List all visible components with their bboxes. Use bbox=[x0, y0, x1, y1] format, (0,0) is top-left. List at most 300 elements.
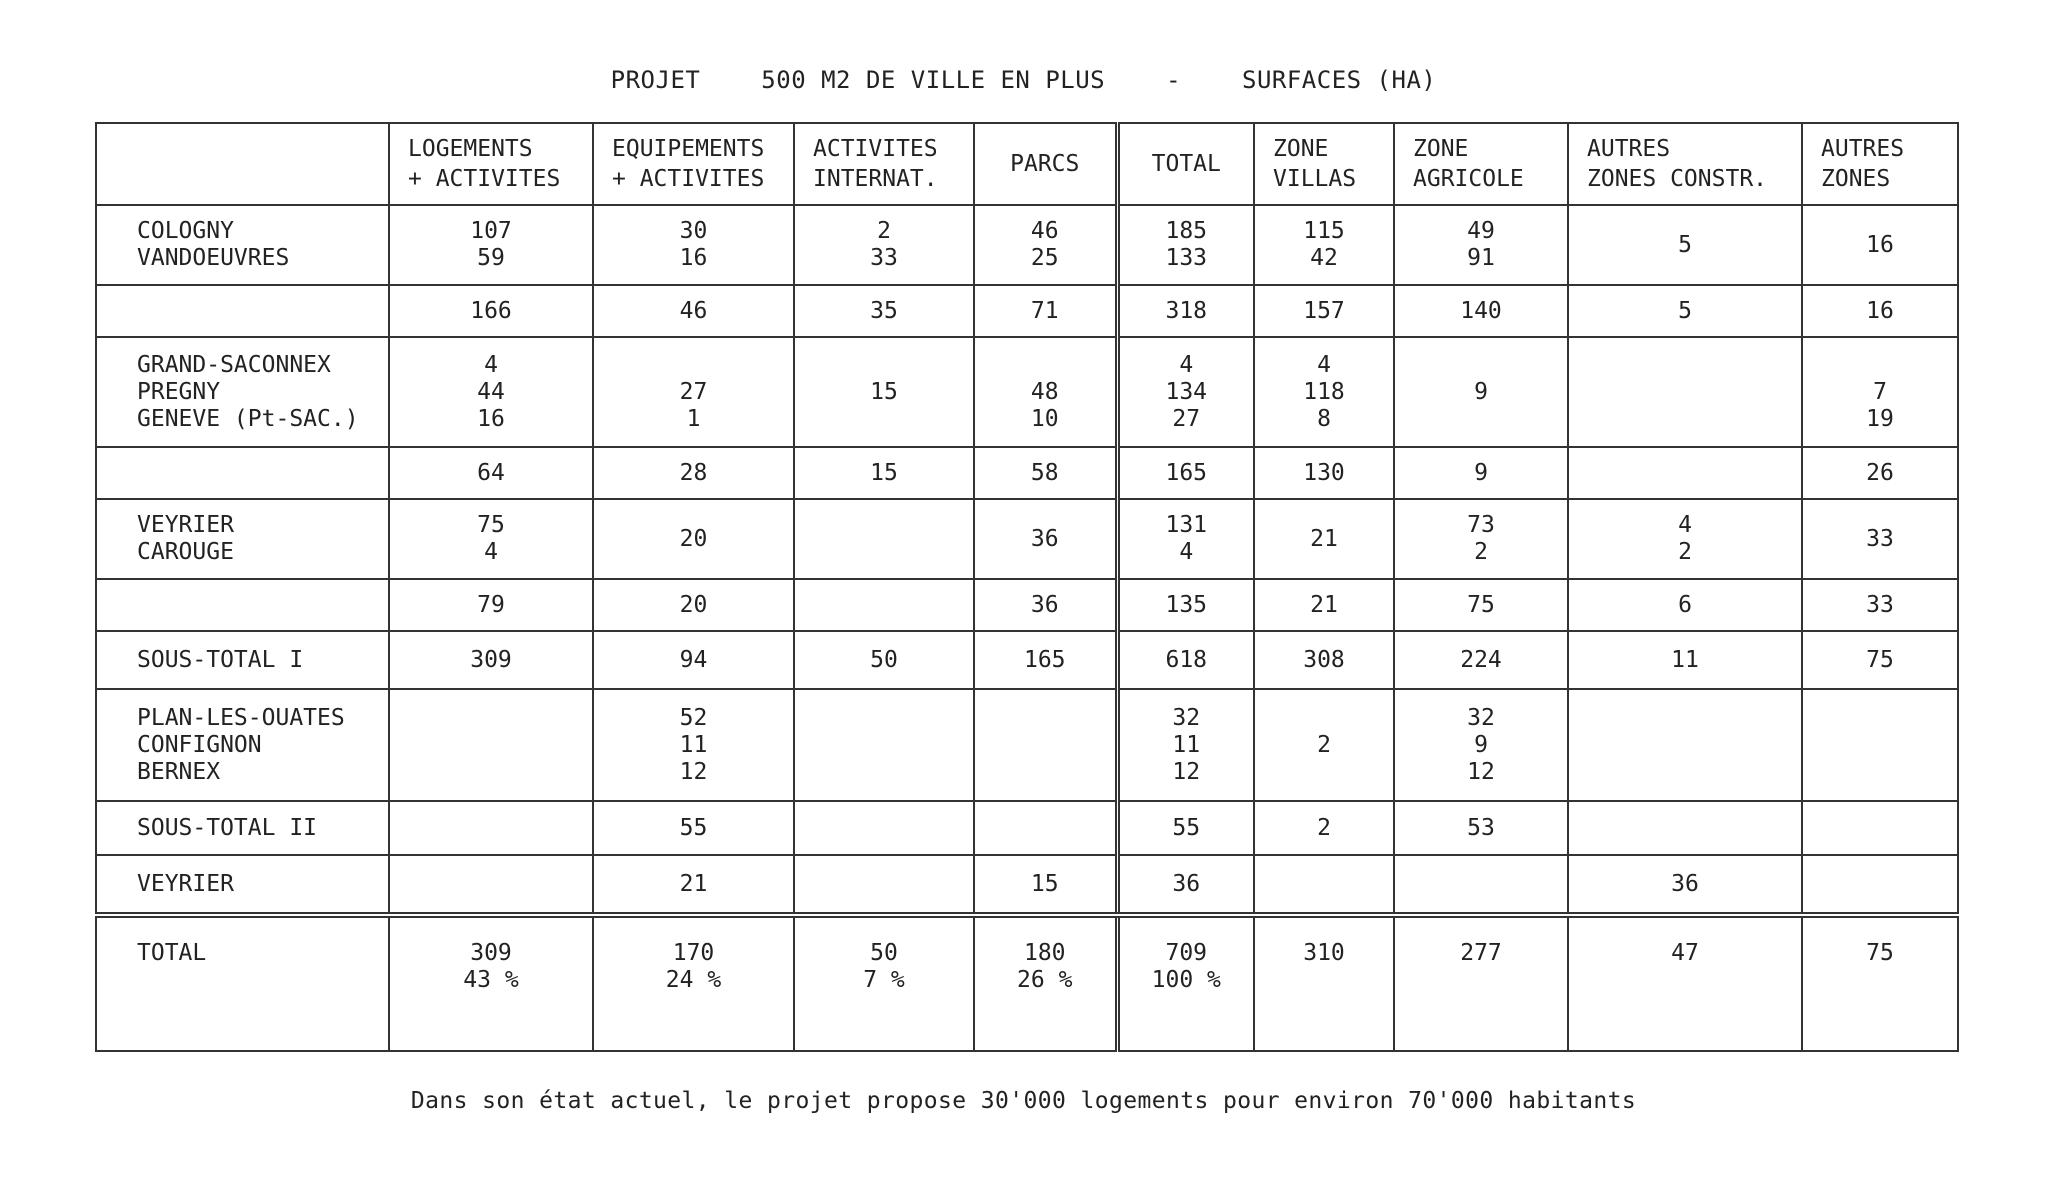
cell-line: 15 bbox=[1030, 870, 1059, 897]
cell-line bbox=[1813, 732, 1947, 759]
cell-line: 71 bbox=[1030, 297, 1059, 324]
row-label bbox=[96, 579, 389, 631]
table-cell bbox=[389, 689, 593, 801]
cell-line: 27 bbox=[679, 378, 708, 405]
row-label bbox=[96, 285, 389, 337]
header-label: + ACTIVITES bbox=[612, 166, 765, 192]
table-cell bbox=[1117, 801, 1254, 855]
table-cell bbox=[1802, 915, 1958, 1051]
table-cell bbox=[1254, 447, 1394, 499]
cell-line bbox=[137, 592, 378, 619]
cell-line: 310 bbox=[1303, 940, 1345, 966]
cell-line: 170 bbox=[672, 940, 715, 966]
table-row bbox=[96, 285, 1958, 337]
header-label: ZONE bbox=[1273, 136, 1329, 162]
table-cell bbox=[389, 631, 593, 689]
cell-line: 19 bbox=[1866, 405, 1894, 432]
cell-line bbox=[985, 352, 1105, 379]
cell-line bbox=[805, 592, 963, 619]
table-cell bbox=[1394, 801, 1568, 855]
cell-line: 8 bbox=[1317, 405, 1331, 432]
cell-line: 21 bbox=[679, 870, 708, 897]
cell-line: 12 bbox=[1172, 758, 1201, 785]
cell-line bbox=[1579, 460, 1791, 487]
table-cell bbox=[1254, 337, 1394, 447]
table-row bbox=[96, 205, 1958, 285]
cell-line: 4 bbox=[1317, 351, 1331, 378]
cell-line: COLOGNY bbox=[137, 218, 234, 244]
table-cell bbox=[593, 499, 794, 579]
row-label bbox=[96, 447, 389, 499]
table-cell bbox=[974, 337, 1117, 447]
cell-line bbox=[1813, 871, 1947, 898]
cell-line: 15 bbox=[870, 378, 898, 405]
table-cell bbox=[974, 285, 1117, 337]
table-cell bbox=[974, 447, 1117, 499]
cell-line: 309 bbox=[470, 646, 512, 673]
cell-line: 25 bbox=[1030, 245, 1059, 271]
header-label: ZONE bbox=[1413, 136, 1469, 162]
table-cell bbox=[1568, 337, 1802, 447]
table-cell bbox=[1254, 855, 1394, 915]
table-cell bbox=[1254, 285, 1394, 337]
header-label: TOTAL bbox=[1151, 151, 1221, 177]
table-cell bbox=[1802, 579, 1958, 631]
table-row bbox=[96, 801, 1958, 855]
cell-line bbox=[805, 815, 963, 842]
table-row bbox=[96, 447, 1958, 499]
table-row bbox=[96, 337, 1958, 447]
table-cell bbox=[593, 337, 794, 447]
cell-line: 64 bbox=[477, 459, 505, 486]
cell-line bbox=[1579, 815, 1791, 842]
table-cell bbox=[974, 689, 1117, 801]
table-cell bbox=[794, 579, 974, 631]
table-cell bbox=[974, 855, 1117, 915]
header-label: AGRICOLE bbox=[1413, 166, 1524, 192]
table-cell bbox=[794, 447, 974, 499]
table-cell bbox=[974, 801, 1117, 855]
table-cell bbox=[974, 579, 1117, 631]
cell-line: 5 bbox=[1678, 231, 1692, 258]
table-cell bbox=[593, 631, 794, 689]
cell-line: 20 bbox=[679, 525, 708, 552]
row-label bbox=[96, 337, 389, 447]
cell-line: 44 bbox=[477, 378, 505, 405]
cell-line: 46 bbox=[679, 297, 708, 324]
header-row bbox=[96, 123, 1958, 205]
cell-line: 55 bbox=[1172, 814, 1201, 841]
table-cell bbox=[593, 689, 794, 801]
cell-line: 4 bbox=[1179, 351, 1194, 378]
cell-line: 15 bbox=[870, 459, 898, 486]
table-cell bbox=[389, 285, 593, 337]
cell-line: 318 bbox=[1165, 297, 1208, 324]
table-cell bbox=[593, 915, 794, 1051]
header-label: INTERNAT. bbox=[813, 166, 938, 192]
cell-line bbox=[1405, 871, 1557, 898]
cell-line: 140 bbox=[1460, 297, 1502, 324]
cell-line: SOUS-TOTAL II bbox=[137, 814, 318, 841]
table-cell bbox=[389, 855, 593, 915]
cell-line: 91 bbox=[1467, 245, 1495, 271]
cell-line: 4 bbox=[484, 351, 498, 378]
table-cell bbox=[1394, 447, 1568, 499]
cell-line: 5 bbox=[1678, 297, 1692, 324]
cell-line: 46 bbox=[1030, 218, 1059, 244]
cell-line bbox=[400, 732, 582, 759]
table-cell bbox=[794, 801, 974, 855]
cell-line: 4 bbox=[1179, 539, 1194, 565]
header-cell bbox=[1802, 123, 1958, 205]
cell-line: 618 bbox=[1165, 646, 1208, 673]
cell-line: 20 bbox=[679, 591, 708, 618]
title-dash: - bbox=[1166, 66, 1182, 94]
cell-line bbox=[400, 815, 582, 842]
table-cell bbox=[974, 205, 1117, 285]
cell-line: 28 bbox=[679, 459, 708, 486]
table-cell bbox=[794, 285, 974, 337]
table-cell bbox=[1802, 855, 1958, 915]
table-cell bbox=[1568, 285, 1802, 337]
table-cell bbox=[1802, 337, 1958, 447]
table-cell bbox=[974, 631, 1117, 689]
table-row bbox=[96, 499, 1958, 579]
table-cell bbox=[1568, 447, 1802, 499]
cell-line: 59 bbox=[477, 245, 505, 271]
cell-line: 94 bbox=[679, 646, 708, 673]
cell-line: 50 bbox=[870, 646, 898, 673]
row-label bbox=[96, 631, 389, 689]
cell-line: 107 bbox=[470, 218, 512, 244]
cell-line bbox=[805, 526, 963, 553]
table-cell bbox=[1394, 285, 1568, 337]
cell-line: 55 bbox=[679, 814, 708, 841]
cell-line: SOUS-TOTAL I bbox=[137, 646, 304, 673]
header-label: VILLAS bbox=[1273, 166, 1357, 192]
table-cell bbox=[1802, 801, 1958, 855]
cell-line: 4 bbox=[484, 539, 498, 565]
table-cell bbox=[1802, 631, 1958, 689]
cell-line: 166 bbox=[470, 297, 512, 324]
cell-line: 134 bbox=[1165, 378, 1208, 405]
table-cell bbox=[593, 855, 794, 915]
header-cell bbox=[794, 123, 974, 205]
cell-line: 12 bbox=[1467, 758, 1495, 785]
table-cell bbox=[593, 447, 794, 499]
cell-line: CAROUGE bbox=[137, 539, 234, 565]
cell-line bbox=[985, 732, 1105, 759]
cell-line bbox=[1813, 815, 1947, 842]
header-label: AUTRES bbox=[1821, 136, 1905, 162]
cell-line: 10 bbox=[1030, 405, 1059, 432]
table-cell bbox=[1568, 499, 1802, 579]
cell-line: 16 bbox=[1866, 297, 1894, 324]
table-cell bbox=[1254, 579, 1394, 631]
cell-line: 16 bbox=[679, 245, 708, 271]
table-cell bbox=[389, 205, 593, 285]
cell-line: 709 bbox=[1165, 940, 1208, 966]
table-row bbox=[96, 579, 1958, 631]
cell-line bbox=[1265, 871, 1383, 898]
cell-line: 75 bbox=[1467, 591, 1495, 618]
cell-line: 36 bbox=[1671, 870, 1699, 897]
cell-line: 185 bbox=[1165, 218, 1208, 244]
cell-line bbox=[137, 460, 378, 487]
cell-line: 118 bbox=[1303, 378, 1345, 405]
cell-line: 133 bbox=[1165, 245, 1208, 271]
table-cell bbox=[1117, 855, 1254, 915]
table-cell bbox=[593, 801, 794, 855]
cell-line: 9 bbox=[1474, 378, 1488, 405]
table-cell bbox=[389, 915, 593, 1051]
table-cell bbox=[794, 855, 974, 915]
cell-line: VEYRIER bbox=[137, 870, 234, 897]
row-label bbox=[96, 689, 389, 801]
cell-line: 131 bbox=[1165, 512, 1208, 538]
cell-line: 9 bbox=[1474, 459, 1488, 486]
header-cell bbox=[1254, 123, 1394, 205]
table-cell bbox=[1394, 205, 1568, 285]
cell-line: CONFIGNON bbox=[137, 731, 262, 758]
header-label: LOGEMENTS bbox=[408, 136, 533, 162]
cell-line: 21 bbox=[1310, 591, 1338, 618]
row-label bbox=[96, 499, 389, 579]
cell-line: VEYRIER bbox=[137, 512, 234, 538]
header-cell bbox=[1394, 123, 1568, 205]
row-label bbox=[96, 205, 389, 285]
table-cell bbox=[1568, 855, 1802, 915]
table-cell bbox=[1117, 631, 1254, 689]
header-label: EQUIPEMENTS bbox=[612, 136, 765, 162]
title-unit: SURFACES (HA) bbox=[1242, 66, 1437, 94]
cell-line bbox=[805, 871, 963, 898]
cell-line: 115 bbox=[1303, 218, 1345, 244]
table-cell bbox=[1394, 579, 1568, 631]
header-label: PARCS bbox=[1010, 151, 1080, 177]
cell-line: 26 bbox=[1866, 459, 1894, 486]
table-cell bbox=[974, 499, 1117, 579]
header-label: AUTRES bbox=[1587, 136, 1671, 162]
table-cell bbox=[389, 801, 593, 855]
cell-line: 48 bbox=[1030, 378, 1059, 405]
title-projet: PROJET bbox=[610, 66, 701, 94]
table-cell bbox=[794, 689, 974, 801]
table-cell bbox=[593, 285, 794, 337]
table-cell bbox=[1394, 689, 1568, 801]
cell-line: 53 bbox=[1467, 814, 1495, 841]
header-label: ACTIVITES bbox=[813, 136, 938, 162]
cell-line: 12 bbox=[679, 758, 708, 785]
cell-line: 30 bbox=[679, 218, 708, 244]
header-cell bbox=[974, 123, 1117, 205]
cell-line: 130 bbox=[1303, 459, 1345, 486]
cell-line: 32 bbox=[1172, 704, 1201, 731]
table-cell bbox=[1117, 499, 1254, 579]
cell-line: 135 bbox=[1165, 591, 1208, 618]
header-cell bbox=[1568, 123, 1802, 205]
cell-line: 16 bbox=[1866, 231, 1894, 258]
total-row bbox=[96, 915, 1958, 1051]
table-cell bbox=[1394, 499, 1568, 579]
cell-line: 7 bbox=[1873, 378, 1887, 405]
cell-line: 49 bbox=[1467, 218, 1495, 244]
row-label bbox=[96, 801, 389, 855]
cell-line: 2 bbox=[877, 218, 891, 244]
row-label bbox=[96, 855, 389, 915]
cell-line: 42 bbox=[1310, 245, 1338, 271]
cell-line: 4 bbox=[1678, 512, 1692, 538]
cell-line: 2 bbox=[1317, 814, 1331, 841]
cell-line: 9 bbox=[1474, 731, 1488, 758]
cell-line: 157 bbox=[1303, 297, 1345, 324]
cell-line: 11 bbox=[1172, 731, 1201, 758]
cell-line: 2 bbox=[1474, 539, 1488, 565]
cell-line: 11 bbox=[1671, 646, 1699, 673]
cell-line: 309 bbox=[470, 940, 512, 966]
table-cell bbox=[794, 915, 974, 1051]
table-cell bbox=[1254, 631, 1394, 689]
cell-line: 26 % bbox=[1017, 967, 1073, 993]
table-cell bbox=[1568, 205, 1802, 285]
cell-line: BERNEX bbox=[137, 758, 221, 785]
table-cell bbox=[1254, 801, 1394, 855]
cell-line: 75 bbox=[477, 512, 505, 538]
table-cell bbox=[1568, 915, 1802, 1051]
table-cell bbox=[1117, 915, 1254, 1051]
table-cell bbox=[1117, 579, 1254, 631]
table-cell bbox=[1802, 689, 1958, 801]
cell-line: 33 bbox=[870, 245, 898, 271]
cell-line: GRAND-SACONNEX bbox=[137, 351, 331, 378]
cell-line: 1 bbox=[686, 405, 701, 432]
table-cell bbox=[794, 631, 974, 689]
cell-line: 75 bbox=[1866, 646, 1894, 673]
table-cell bbox=[1394, 855, 1568, 915]
table-cell bbox=[1117, 447, 1254, 499]
cell-line: 24 % bbox=[665, 967, 722, 993]
cell-line: 308 bbox=[1303, 646, 1345, 673]
cell-line: 16 bbox=[477, 405, 505, 432]
row-label bbox=[96, 915, 389, 1051]
table-cell bbox=[1117, 337, 1254, 447]
header-label: ZONES CONSTR. bbox=[1587, 166, 1768, 192]
table-cell bbox=[1254, 915, 1394, 1051]
cell-line bbox=[137, 298, 378, 325]
title-name: 500 M2 DE VILLE EN PLUS bbox=[761, 66, 1106, 94]
table-cell bbox=[1802, 285, 1958, 337]
cell-line: 2 bbox=[1317, 731, 1331, 758]
table-cell bbox=[1394, 631, 1568, 689]
cell-line: 43 % bbox=[463, 967, 519, 993]
header-cell bbox=[389, 123, 593, 205]
table-cell bbox=[593, 205, 794, 285]
cell-line bbox=[1579, 379, 1791, 406]
header-label: + ACTIVITES bbox=[408, 166, 561, 192]
table-cell bbox=[1254, 205, 1394, 285]
cell-line bbox=[1579, 732, 1791, 759]
table-cell bbox=[794, 205, 974, 285]
cell-line bbox=[1813, 352, 1947, 379]
cell-line: 35 bbox=[870, 297, 898, 324]
table-cell bbox=[794, 337, 974, 447]
table-cell bbox=[389, 447, 593, 499]
cell-line: 21 bbox=[1310, 525, 1338, 552]
table-cell bbox=[1394, 337, 1568, 447]
table-cell bbox=[1802, 499, 1958, 579]
table-cell bbox=[794, 499, 974, 579]
cell-line: 277 bbox=[1460, 940, 1502, 966]
cell-line: 52 bbox=[679, 704, 708, 731]
cell-line: 165 bbox=[1023, 646, 1066, 673]
cell-line: 75 bbox=[1866, 940, 1894, 966]
cell-line: 2 bbox=[1678, 539, 1692, 565]
cell-line: 32 bbox=[1467, 704, 1495, 731]
table-cell bbox=[1802, 205, 1958, 285]
cell-line: GENEVE (Pt-SAC.) bbox=[137, 405, 359, 432]
table-cell bbox=[1802, 447, 1958, 499]
table-cell bbox=[1117, 205, 1254, 285]
table-cell bbox=[1394, 915, 1568, 1051]
footer-note: Dans son état actuel, le projet propose 30'000 logements pour environ 70'000 habitants bbox=[410, 1088, 1637, 1114]
cell-line: 180 bbox=[1023, 940, 1066, 966]
cell-line: 47 bbox=[1671, 940, 1699, 966]
cell-line bbox=[805, 732, 963, 759]
cell-line bbox=[400, 871, 582, 898]
cell-line: 36 bbox=[1030, 591, 1059, 618]
table-cell bbox=[389, 499, 593, 579]
table-cell bbox=[593, 579, 794, 631]
cell-line: 165 bbox=[1165, 459, 1208, 486]
cell-line: 27 bbox=[1172, 405, 1201, 432]
cell-line: PLAN-LES-OUATES bbox=[137, 704, 345, 731]
table-cell bbox=[1254, 499, 1394, 579]
cell-line: 33 bbox=[1866, 591, 1894, 618]
cell-line: 11 bbox=[679, 731, 708, 758]
table-row bbox=[96, 855, 1958, 915]
header-cell bbox=[593, 123, 794, 205]
cell-line: VANDOEUVRES bbox=[137, 245, 290, 271]
page-title bbox=[0, 66, 2047, 94]
table-cell bbox=[974, 915, 1117, 1051]
cell-line: 100 % bbox=[1151, 967, 1221, 993]
table-row bbox=[96, 689, 1958, 801]
header-label: ZONES bbox=[1821, 166, 1891, 192]
header-cell bbox=[1117, 123, 1254, 205]
table-cell bbox=[1254, 689, 1394, 801]
cell-line: 33 bbox=[1866, 525, 1894, 552]
cell-line: 73 bbox=[1467, 512, 1495, 538]
table-cell bbox=[1568, 579, 1802, 631]
table-cell bbox=[1568, 801, 1802, 855]
cell-line: 224 bbox=[1460, 646, 1502, 673]
cell-line: PREGNY bbox=[137, 378, 221, 405]
cell-line: 6 bbox=[1678, 591, 1692, 618]
surfaces-table bbox=[95, 122, 1959, 1052]
table-cell bbox=[389, 337, 593, 447]
table-cell bbox=[1117, 689, 1254, 801]
cell-line bbox=[604, 352, 783, 379]
header-cell bbox=[96, 123, 389, 205]
table-row bbox=[96, 631, 1958, 689]
cell-line: 50 bbox=[870, 940, 898, 966]
header-label bbox=[115, 149, 378, 179]
table-cell bbox=[1568, 631, 1802, 689]
cell-line: 79 bbox=[477, 591, 505, 618]
cell-line: 7 % bbox=[863, 967, 905, 993]
cell-line: 36 bbox=[1030, 525, 1059, 552]
cell-line bbox=[985, 815, 1105, 842]
